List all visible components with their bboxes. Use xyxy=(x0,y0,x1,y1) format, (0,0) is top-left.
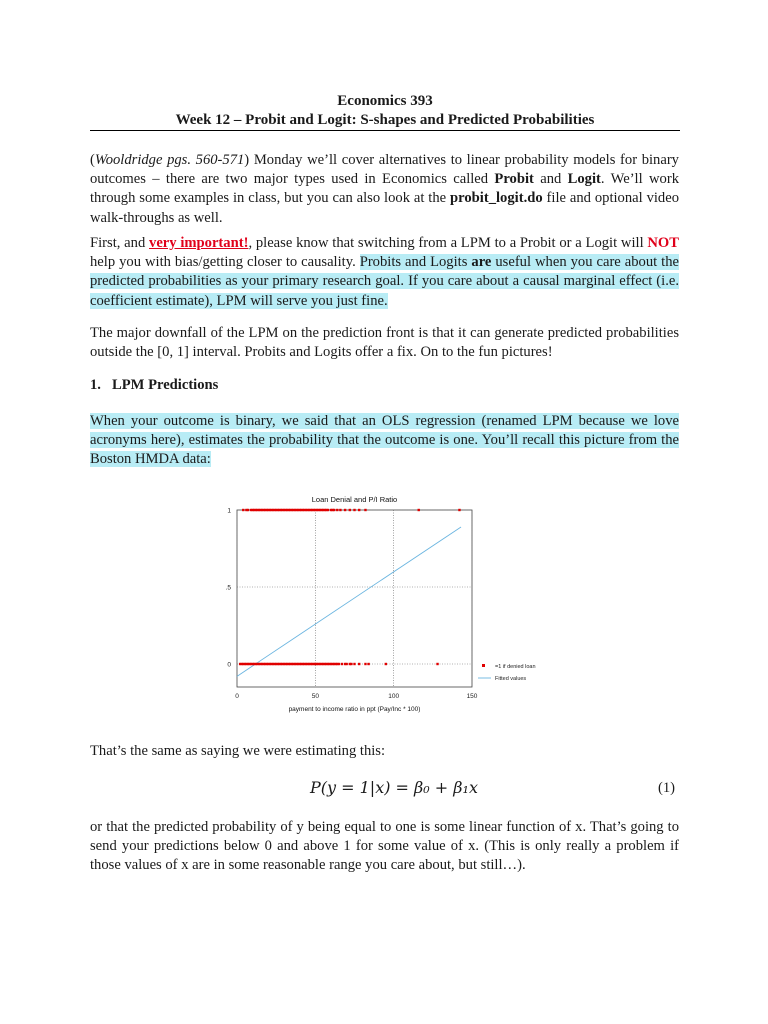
x-tick-label: 150 xyxy=(466,693,478,700)
header-rule xyxy=(90,130,680,131)
approved-point xyxy=(345,663,347,665)
approved-point xyxy=(436,663,438,665)
approved-point xyxy=(353,663,355,665)
legend-label-points: =1 if denied loan xyxy=(495,664,536,670)
logit-term: Logit xyxy=(567,171,601,188)
y-tick-label: 1 xyxy=(227,507,231,515)
approved-point xyxy=(350,663,352,665)
x-axis-label: payment to income ratio in ppt (Pay/Inc * 100) xyxy=(288,706,421,713)
textbook-citation: Wooldridge pgs. 560-571 xyxy=(94,152,245,168)
x-tick-label: 0 xyxy=(235,693,239,700)
chart-title: Loan Denial and P/I Ratio xyxy=(311,495,398,504)
intro-paragraph xyxy=(90,151,679,228)
denied-point xyxy=(458,509,460,511)
estimating-paragraph: That’s the same as saying we were estimating this: xyxy=(90,743,386,759)
probit-term: Probit xyxy=(494,171,534,188)
highlighted-text-2: useful when you care about the predicted probabilities as your primary research goal. If you care about a causal marginal effect (i.e. coefficient estimate), LPM will serve you just fine. xyxy=(90,254,679,309)
section-number: 1. xyxy=(90,377,101,393)
approved-point xyxy=(341,663,343,665)
denied-point xyxy=(336,509,338,511)
binary-outcome-paragraph xyxy=(90,412,679,470)
section-heading xyxy=(90,377,218,394)
important-text-3: help you with bias/getting closer to causality. xyxy=(90,254,360,271)
intro-text-4: file and optional video walk-throughs as well. xyxy=(90,190,679,226)
fitted-values-line xyxy=(237,527,461,676)
not-emphasis: NOT xyxy=(647,235,680,251)
denied-point xyxy=(344,509,346,511)
approved-point xyxy=(367,663,369,665)
legend-marker-points xyxy=(482,664,485,667)
denied-point xyxy=(358,509,360,511)
open-paren: ( xyxy=(90,152,95,168)
approved-point xyxy=(385,663,387,665)
denied-point xyxy=(339,509,341,511)
denied-point xyxy=(349,509,351,511)
loan-denial-chart xyxy=(195,488,573,716)
intro-text-3: . We’ll work through some examples in class, but you can also look at the xyxy=(90,171,679,207)
intro-text-2: and xyxy=(533,171,568,188)
legend-label-line: Fitted values xyxy=(495,676,527,682)
lpm-figure xyxy=(195,488,573,716)
approved-point xyxy=(338,663,340,665)
important-text-2: , please know that switching from a LPM to a Probit or a Logit will xyxy=(248,235,648,251)
denied-point xyxy=(327,509,329,511)
highlighted-text-1: Probits and Logits xyxy=(359,254,472,271)
y-tick-label: .5 xyxy=(225,584,231,592)
week-title: Week 12 – Probit and Logit: S-shapes and Predicted Probabilities xyxy=(175,112,595,128)
y-tick-label: 0 xyxy=(227,661,231,669)
denied-point xyxy=(418,509,420,511)
approved-point xyxy=(358,663,360,665)
very-important-highlight: very important! xyxy=(149,235,249,251)
highlighted-binary-text: When your outcome is binary, we said that an OLS regression (renamed LPM because we love acronyms here), estimates the probability that the outcome is one. You’ll recall this picture from the Boston HMDA data: xyxy=(90,413,679,468)
prediction-problem-paragraph: or that the predicted probability of y being equal to one is some linear function of x. That’s going to send your predictions below 0 and above 1 for some value of x. (This is only really a problem if those values of x are in some reasonable range you care about, but still…). xyxy=(90,819,679,874)
important-text-1: First, and xyxy=(90,235,150,251)
denied-point xyxy=(333,509,335,511)
do-file-name: probit_logit.do xyxy=(450,190,543,207)
document-header xyxy=(90,92,680,130)
are-emphasis: are xyxy=(471,254,492,271)
course-title: Economics 393 xyxy=(337,93,433,109)
x-tick-label: 50 xyxy=(311,693,319,700)
downfall-paragraph: The major downfall of the LPM on the prediction front is that it can generate predicted probabilities outside the [0, 1] interval. Probits and Logits offer a fix. On to the fun pictures! xyxy=(90,325,679,361)
equation-number: (1) xyxy=(658,780,676,796)
intro-text-1: Monday we’ll cover alternatives to linear probability models for binary outcomes – there are two major types used in Economics called xyxy=(90,152,679,188)
denied-point xyxy=(242,509,244,511)
important-paragraph xyxy=(90,234,679,311)
lpm-equation: P(y = 1|x) = β₀ + β₁x xyxy=(310,778,478,797)
denied-point xyxy=(353,509,355,511)
x-tick-label: 100 xyxy=(388,693,400,700)
close-paren: ) xyxy=(244,152,250,168)
denied-point xyxy=(247,509,249,511)
section-title: LPM Predictions xyxy=(112,377,219,393)
denied-point xyxy=(364,509,366,511)
approved-point xyxy=(364,663,366,665)
